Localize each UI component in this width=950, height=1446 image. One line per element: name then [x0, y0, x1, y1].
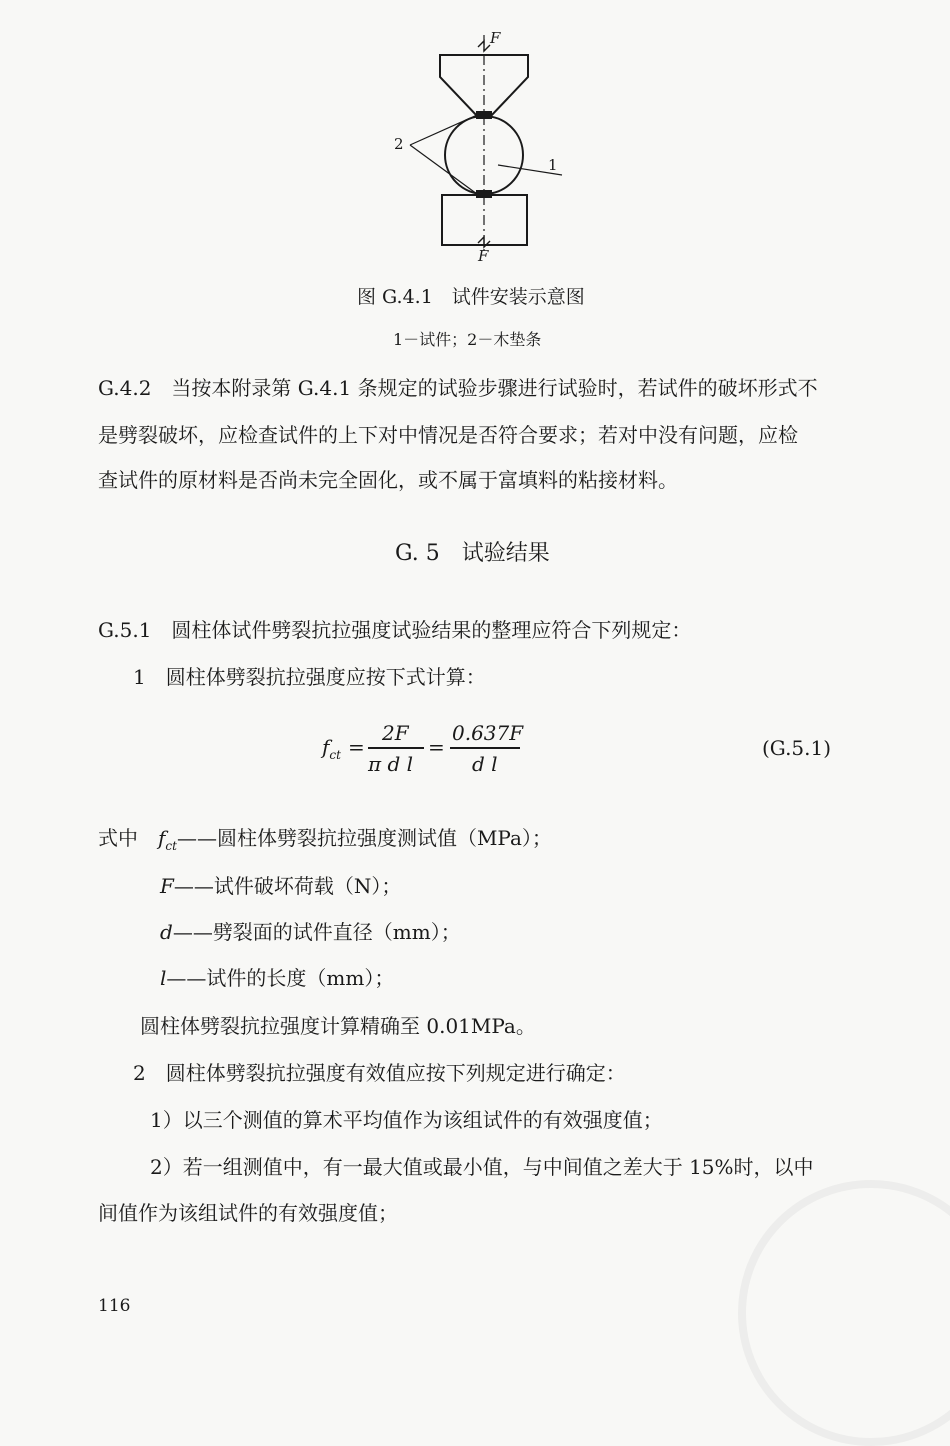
figure-legend: 1－试件；2－木垫条: [393, 330, 542, 349]
label-1: 1: [548, 156, 558, 174]
frac2-numerator: 0.637F: [452, 721, 524, 745]
item-2-sub-2-line2: 间值作为该组试件的有效强度值；: [98, 1201, 398, 1225]
formula-number: (G.5.1): [762, 736, 832, 760]
item-2-sub-1: 1）以三个测值的算术平均值作为该组试件的有效强度值；: [150, 1108, 663, 1132]
section-heading: G. 5 试验结果: [395, 541, 550, 566]
para-g42-line1: G.4.2 当按本附录第 G.4.1 条规定的试验步骤进行试验时，若试件的破坏形式不: [98, 376, 818, 400]
specimen-installation-diagram: [380, 25, 580, 265]
item-1: 1 圆柱体劈裂抗拉强度应按下式计算：: [133, 665, 486, 689]
para-g42-line2: 是劈裂破坏，应检查试件的上下对中情况是否符合要求；若对中没有问题，应检: [98, 423, 798, 447]
where-prefix: 式中: [98, 826, 138, 850]
leader-2-bottom: [410, 145, 477, 194]
force-label-top: F: [490, 29, 501, 47]
where-def-3: d——劈裂面的试件直径（mm）；: [160, 920, 461, 944]
frac1-numerator: 2F: [382, 721, 409, 745]
where-def-1: $f_{ct}——$圆柱体劈裂抗拉强度测试值（MPa）；: [158, 826, 552, 853]
label-2: 2: [394, 135, 404, 153]
frac2-denominator: d l: [472, 752, 498, 776]
precision-note: 圆柱体劈裂抗拉强度计算精确至 0.01MPa。: [140, 1014, 536, 1038]
where-def-4: l——试件的长度（mm）；: [160, 966, 395, 990]
para-g42-line3: 查试件的原材料是否尚未完全固化，或不属于富填料的粘接材料。: [98, 468, 678, 492]
page-number: 116: [98, 1296, 131, 1316]
watermark-stamp: [738, 1180, 950, 1446]
leader-2-top: [410, 115, 477, 145]
formula-lhs: $f_{ct}$: [322, 735, 341, 762]
frac1-bar: [368, 747, 424, 749]
where-def-2: F——试件破坏荷载（N）；: [160, 874, 402, 898]
formula-g51: [322, 720, 622, 780]
item-2-sub-2-line1: 2）若一组测值中，有一最大值或最小值，与中间值之差大于 15%时，以中: [150, 1155, 814, 1179]
para-g51-line1: G.5.1 圆柱体试件劈裂抗拉强度试验结果的整理应符合下列规定：: [98, 618, 692, 642]
frac1-denominator: π d l: [368, 752, 414, 776]
force-label-bottom: F: [478, 247, 489, 265]
formula-eq2: =: [428, 735, 445, 759]
formula-eq1: =: [348, 735, 365, 759]
frac2-bar: [450, 747, 520, 749]
break-mark-top: [478, 41, 490, 51]
figure-caption: 图 G.4.1 试件安装示意图: [357, 286, 585, 308]
item-2: 2 圆柱体劈裂抗拉强度有效值应按下列规定进行确定：: [133, 1061, 626, 1085]
